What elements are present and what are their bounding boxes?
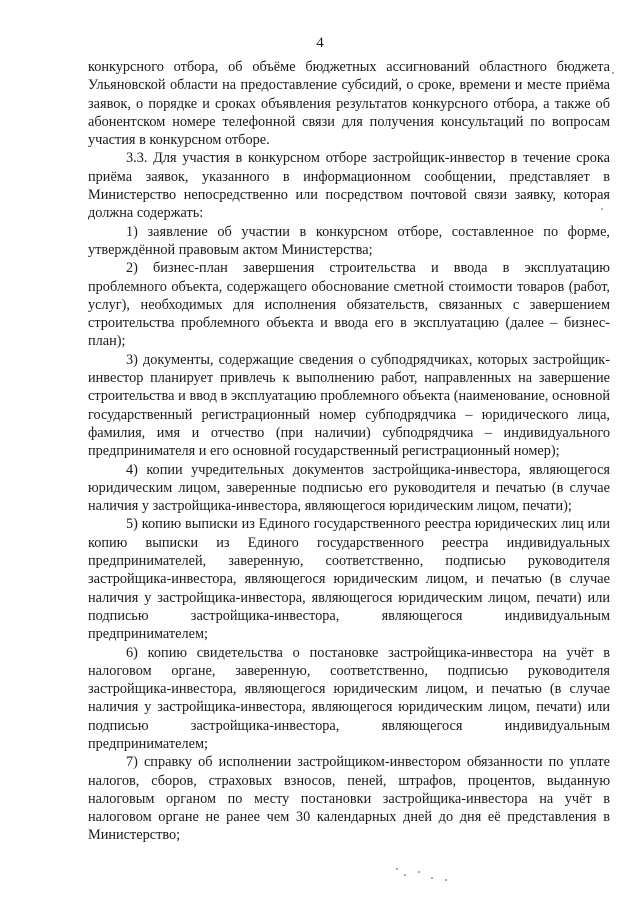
scan-speck bbox=[418, 871, 420, 873]
scan-speck bbox=[404, 874, 406, 876]
scan-speck bbox=[396, 868, 398, 870]
list-item-6: 6) копию свидетельства о постановке застройщика-инвестора на учёт в налоговом органе, заверенную, соответственно, подписью руководителя застройщика-инвестора, являющегося юридическим лицом, и печатью (в случае наличия у застройщика-инвестора, являющегося юридическим лицом, печати) или подписью застройщика-инвестора, являющегося индивидуальным предпринимателем; bbox=[88, 644, 610, 752]
scan-speck bbox=[612, 72, 614, 74]
scan-speck bbox=[431, 877, 433, 879]
scan-speck bbox=[601, 208, 603, 210]
scan-speck bbox=[445, 879, 447, 881]
page-number: 4 bbox=[316, 35, 324, 51]
document-body bbox=[88, 58, 610, 845]
list-item-2: 2) бизнес-план завершения строительства и ввода в эксплуатацию проблемного объекта, содержащего обоснование сметной стоимости товаров (работ, услуг), необходимых для исполнения обязательств, связанных с завершением строительства проблемного объекта и ввода его в эксплуатацию (далее – бизнес-план); bbox=[88, 260, 610, 350]
list-item-3: 3) документы, содержащие сведения о субподрядчиках, которых застройщик-инвестор планирует привлечь к выполнению работ, направленных на завершение строительства и ввод в эксплуатацию проблемного объекта (наименование, основной государственный регистрационный номер субподрядчика – юридического лица, фамилия, имя и отчество (при наличии) субподрядчика – индивидуального предпринимателя и его основной государственный регистрационный номер); bbox=[88, 351, 610, 460]
list-item-5: 5) копию выписки из Единого государственного реестра юридических лиц или копию выписки из Единого государственного реестра индивидуальных предпринимателей, заверенную, соответственно, подписью руководителя застройщика-инвестора, являющегося юридическим лицом, и печатью (в случае наличия у застройщика-инвестора, являющегося юридическим лицом, печати) или подписью застройщика-инвестора, являющегося индивидуальным предпринимателем; bbox=[88, 516, 610, 643]
paragraph-section-3-3: 3.3. Для участия в конкурсном отборе застройщик-инвестор в течение срока приёма заявок, указанного в информационном сообщении, представляет в Министерство непосредственно или посредством почтовой связи заявку, которая должна содержать: bbox=[88, 150, 610, 222]
list-item-1: 1) заявление об участии в конкурсном отборе, составленное по форме, утверждённой правовым актом Министерства; bbox=[88, 223, 610, 258]
paragraph-intro-continuation: конкурсного отбора, об объёме бюджетных ассигнований областного бюджета Ульяновской области на предоставление субсидий, о сроке, времени и месте приёма заявок, о порядке и сроках объявления результатов конкурсного отбора, а также об абонентском номере телефонной связи для получения консультаций по вопросам участия в конкурсном отборе. bbox=[88, 59, 610, 149]
list-item-4: 4) копии учредительных документов застройщика-инвестора, являющегося юридическим лицом, заверенные подписью его руководителя и печатью (в случае наличия у застройщика-инвестора, являющегося юридическим лицом, печати); bbox=[88, 461, 610, 515]
list-item-7: 7) справку об исполнении застройщиком-инвестором обязанности по уплате налогов, сборов, страховых взносов, пеней, штрафов, процентов, выданную налоговым органом по месту постановки застройщика-инвестора на учёт в налоговом органе не ранее чем 30 календарных дней до дня её представления в Министерство; bbox=[88, 754, 610, 844]
